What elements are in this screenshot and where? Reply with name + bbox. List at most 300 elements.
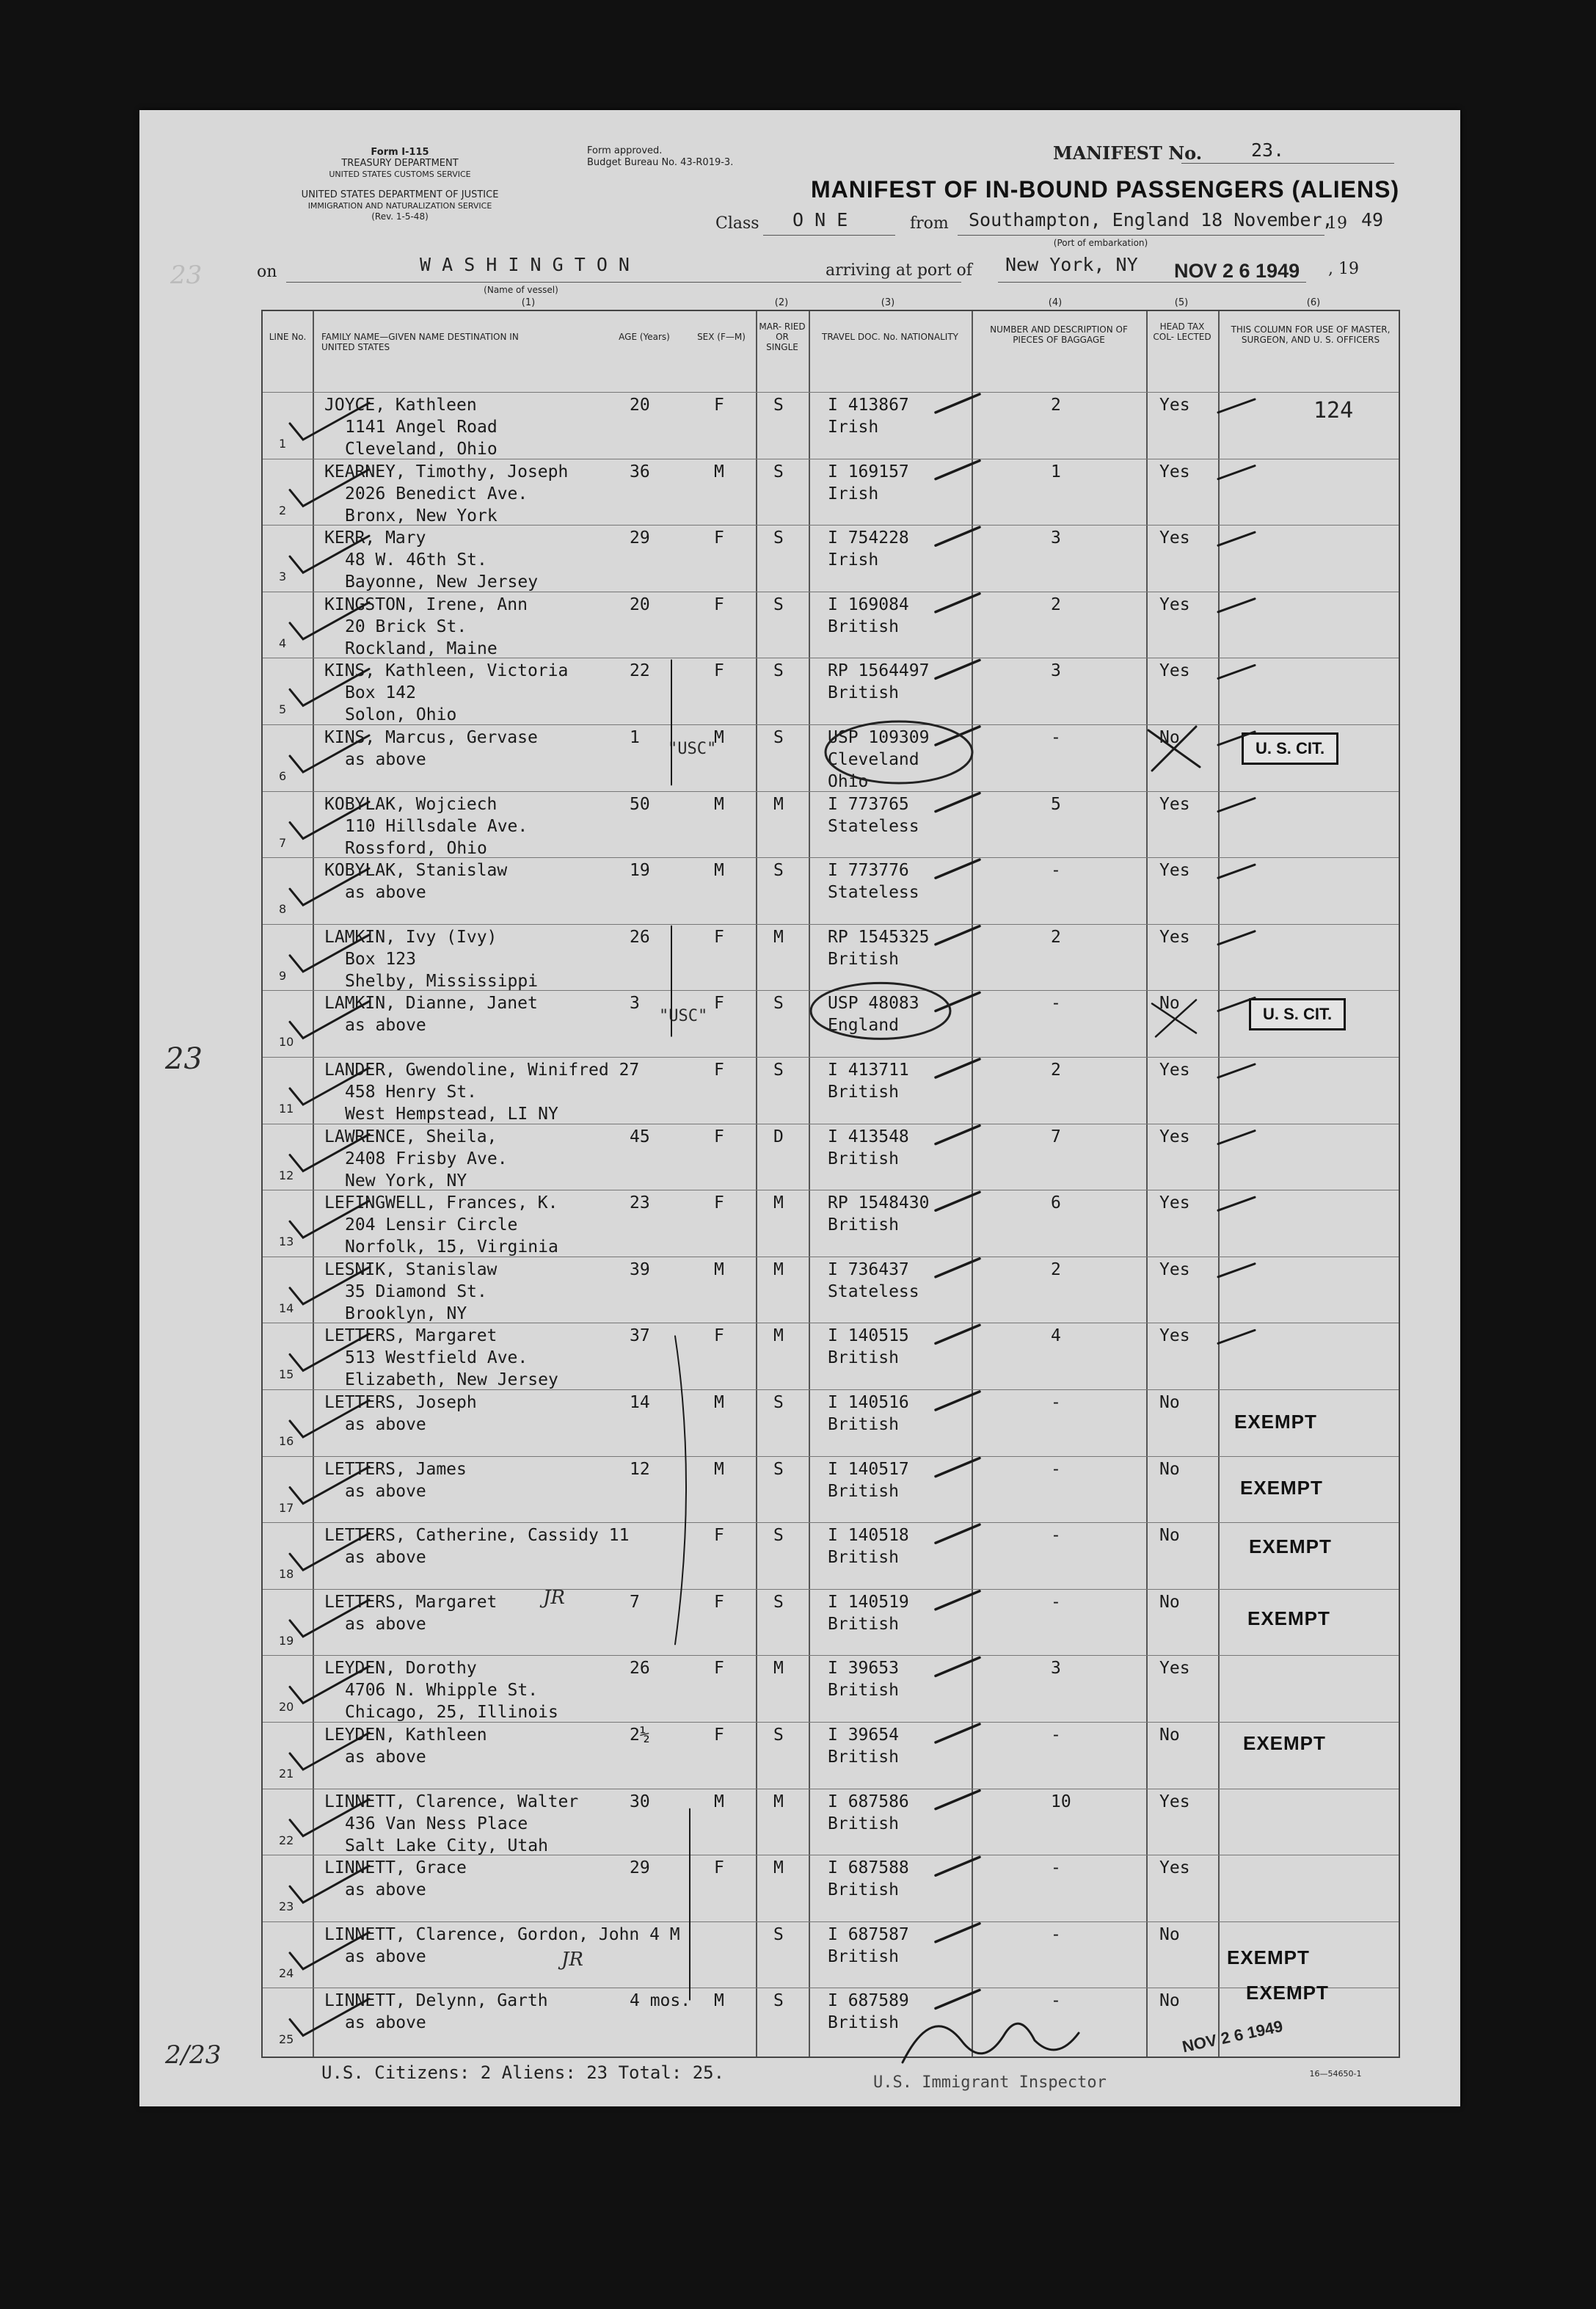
table-row (263, 1655, 1399, 1722)
table-row (263, 1124, 1399, 1190)
marital-status: S (773, 1459, 784, 1479)
age: 7 (630, 1592, 640, 1612)
travel-doc-number: I 140516 (828, 1393, 909, 1412)
exempt-stamp: EXEMPT (1243, 1732, 1326, 1754)
sex: F (714, 528, 724, 548)
sex: F (714, 661, 724, 681)
passenger-name: LEYDEN, Kathleen (324, 1726, 487, 1745)
marital-status: M (773, 1858, 784, 1878)
col-num-2: (2) (774, 297, 789, 308)
travel-doc-number: I 687588 (828, 1858, 909, 1878)
pencil-usc-note: "USC" (659, 1007, 708, 1025)
head-tax: No (1159, 1393, 1180, 1412)
travel-doc-number: I 773765 (828, 794, 909, 814)
sex: F (714, 1326, 724, 1346)
header-head-tax: HEAD TAX COL- LECTED (1153, 321, 1211, 342)
age: 37 (630, 1326, 650, 1346)
travel-doc-number: I 413711 (828, 1061, 909, 1080)
marital-status: M (773, 1193, 784, 1213)
travel-doc-number: I 169157 (828, 462, 909, 481)
age: 19 (630, 861, 650, 881)
margin-note: 23 (170, 261, 203, 290)
nationality: British (828, 1946, 899, 1966)
age: 50 (630, 794, 650, 814)
line-number: 15 (279, 1367, 294, 1382)
table-row (263, 924, 1399, 991)
budget-bureau: Budget Bureau No. 43-R019-3. (587, 157, 734, 168)
head-tax: Yes (1159, 1659, 1190, 1679)
baggage-count: 3 (1051, 1659, 1061, 1679)
marital-status: S (773, 661, 784, 681)
destination-line-2: New York, NY (345, 1171, 467, 1190)
destination-line-2: Brooklyn, NY (345, 1303, 467, 1323)
age: 36 (630, 462, 650, 481)
marital-status: S (773, 728, 784, 747)
destination-line-1: 2026 Benedict Ave. (345, 484, 528, 503)
baggage-count: - (1051, 1726, 1061, 1745)
travel-doc-number: I 687587 (828, 1924, 909, 1944)
line-number: 3 (279, 570, 287, 584)
age: 14 (630, 1393, 650, 1412)
travel-doc-number: RP 1548430 (828, 1193, 930, 1213)
head-tax: Yes (1159, 1326, 1190, 1346)
passenger-name: KEARNEY, Timothy, Joseph (324, 462, 569, 481)
travel-doc-number: I 687586 (828, 1792, 909, 1811)
age: 39 (630, 1259, 650, 1279)
vessel-name: W A S H I N G T O N (420, 254, 630, 275)
on-label: on (257, 263, 277, 281)
baggage-count: 2 (1051, 594, 1061, 614)
embarkation-port: Southampton, England 18 November, (969, 209, 1333, 230)
travel-doc-number: I 687589 (828, 1991, 909, 2011)
head-tax: No (1159, 1991, 1180, 2011)
sex: M (714, 1393, 724, 1412)
line-number: 6 (279, 769, 287, 783)
vessel-line (286, 282, 961, 283)
age: 23 (630, 1193, 650, 1213)
table-row (263, 459, 1399, 526)
header-baggage: NUMBER AND DESCRIPTION OF PIECES OF BAGGAGE (990, 324, 1128, 345)
header-line-no: LINE No. (269, 332, 307, 342)
destination-line-1: 48 W. 46th St. (345, 550, 487, 570)
age: 4 mos. (630, 1991, 691, 2011)
marital-status: S (773, 462, 784, 481)
pencil-jr-note: JR (561, 1949, 583, 1971)
travel-doc-number: I 754228 (828, 528, 909, 548)
nationality: Irish (828, 550, 879, 570)
passenger-name: LANDER, Gwendoline, Winifred 27 (324, 1061, 640, 1080)
marital-status: S (773, 861, 784, 881)
head-tax: Yes (1159, 1858, 1190, 1878)
destination-line-2: Rockland, Maine (345, 639, 498, 658)
exempt-stamp: EXEMPT (1249, 1535, 1332, 1557)
travel-doc-number: RP 1545325 (828, 927, 930, 947)
destination-line-1: Box 142 (345, 683, 416, 703)
inspector-label: U.S. Immigrant Inspector (873, 2073, 1107, 2092)
revision: (Rev. 1-5-48) (371, 211, 429, 222)
age: 12 (630, 1459, 650, 1479)
destination-line-1: 2408 Frisby Ave. (345, 1149, 508, 1168)
line-number: 4 (279, 636, 287, 650)
baggage-count: 1 (1051, 462, 1061, 481)
passenger-name: LETTERS, Margaret (324, 1326, 498, 1346)
marital-status: S (773, 594, 784, 614)
travel-doc-number: USP 48083 (828, 994, 919, 1014)
head-tax: Yes (1159, 794, 1190, 814)
sex: F (714, 927, 724, 947)
nationality: England (828, 1016, 899, 1036)
age: 2½ (630, 1726, 650, 1745)
sex: F (714, 1526, 724, 1546)
nationality: British (828, 617, 899, 636)
head-tax: No (1159, 1924, 1180, 1944)
head-tax: Yes (1159, 1193, 1190, 1213)
passenger-name: LINNETT, Clarence, Gordon, John 4 M (324, 1924, 680, 1944)
exempt-stamp: EXEMPT (1240, 1477, 1323, 1499)
nationality: Irish (828, 484, 879, 503)
sex: F (714, 1193, 724, 1213)
nationality: British (828, 1348, 899, 1368)
baggage-count: 10 (1051, 1792, 1071, 1811)
destination-line-1: 513 Westfield Ave. (345, 1348, 528, 1368)
destination-line-1: as above (345, 1016, 426, 1036)
manifest-label: MANIFEST No. (1053, 142, 1203, 164)
line-number: 22 (279, 1833, 294, 1847)
age: 29 (630, 528, 650, 548)
marital-status: M (773, 794, 784, 814)
age: 30 (630, 1792, 650, 1811)
exempt-stamp: EXEMPT (1227, 1946, 1310, 1968)
baggage-count: 2 (1051, 927, 1061, 947)
destination-line-1: as above (345, 1415, 426, 1434)
passenger-name: LEYDEN, Dorothy (324, 1659, 477, 1679)
baggage-count: 5 (1051, 794, 1061, 814)
destination-line-1: as above (345, 883, 426, 903)
nationality: British (828, 949, 899, 969)
marital-status: S (773, 1526, 784, 1546)
sex: F (714, 1061, 724, 1080)
nationality: British (828, 1481, 899, 1501)
destination-line-1: as above (345, 1880, 426, 1900)
passenger-name: LETTERS, Catherine, Cassidy 11 (324, 1526, 630, 1546)
table-row (263, 658, 1399, 724)
nationality: British (828, 1083, 899, 1102)
table-row (263, 1257, 1399, 1323)
line-number: 19 (279, 1633, 294, 1648)
sex: F (714, 1127, 724, 1146)
age: 20 (630, 396, 650, 415)
from-label: from (910, 214, 949, 233)
sex: M (714, 1259, 724, 1279)
header-travel-doc: TRAVEL DOC. No. NATIONALITY (822, 332, 958, 342)
nationality: British (828, 1548, 899, 1568)
destination-line-2: Solon, Ohio (345, 705, 457, 725)
destination-line-1: 35 Diamond St. (345, 1281, 487, 1301)
sex: F (714, 1659, 724, 1679)
destination-line-1: 1141 Angel Road (345, 418, 498, 437)
marital-status: S (773, 1061, 784, 1080)
arriving-label: arriving at port of (826, 261, 972, 280)
nationality: British (828, 1814, 899, 1833)
baggage-count: 2 (1051, 396, 1061, 415)
line-number: 13 (279, 1235, 294, 1249)
sex: F (714, 396, 724, 415)
head-tax: Yes (1159, 1061, 1190, 1080)
passenger-name: KINS, Marcus, Gervase (324, 728, 538, 747)
baggage-count: 7 (1051, 1127, 1061, 1146)
line-number: 5 (279, 702, 287, 717)
destination-line-2: Bayonne, New Jersey (345, 572, 539, 592)
marital-status: M (773, 1259, 784, 1279)
baggage-count: - (1051, 728, 1061, 747)
line-number: 2 (279, 503, 287, 517)
age: 3 (630, 994, 640, 1014)
nationality: British (828, 1215, 899, 1235)
manifest-sheet (139, 110, 1460, 2106)
sex: M (714, 1459, 724, 1479)
destination-line-2: Chicago, 25, Illinois (345, 1703, 558, 1723)
destination-line-1: as above (345, 1748, 426, 1767)
header-name: FAMILY NAME—GIVEN NAME DESTINATION IN UNITED STATES (321, 332, 519, 352)
baggage-count: - (1051, 861, 1061, 881)
baggage-count: - (1051, 1459, 1061, 1479)
form-number: Form I-115 (371, 147, 429, 158)
col-num-3: (3) (881, 297, 895, 308)
officer-count: 124 (1313, 398, 1354, 423)
nationality: Stateless (828, 1281, 919, 1301)
head-tax: Yes (1159, 1259, 1190, 1279)
manifest-no-line (1181, 163, 1394, 164)
nationality: Stateless (828, 883, 919, 903)
age: 29 (630, 1858, 650, 1878)
destination-line-1: 110 Hillsdale Ave. (345, 816, 528, 836)
table-row (263, 392, 1399, 459)
head-tax: Yes (1159, 594, 1190, 614)
nationality: British (828, 683, 899, 703)
destination-line-1: as above (345, 1614, 426, 1634)
sex: M (714, 728, 724, 747)
line-number: 9 (279, 968, 287, 983)
passenger-name: LETTERS, James (324, 1459, 467, 1479)
destination-line-2: Norfolk, 15, Virginia (345, 1237, 558, 1257)
travel-doc-number: I 140519 (828, 1592, 909, 1612)
marital-status: S (773, 1991, 784, 2011)
line-number: 16 (279, 1434, 294, 1448)
table-row (263, 1789, 1399, 1855)
line-number: 25 (279, 2032, 294, 2047)
passenger-table (261, 310, 1400, 2058)
sex: M (714, 861, 724, 881)
destination-line-2: Rossford, Ohio (345, 838, 487, 858)
line-number: 23 (279, 1899, 294, 1914)
line-number: 18 (279, 1567, 294, 1582)
destination-line-2: Bronx, New York (345, 506, 498, 526)
manifest-number: 23. (1251, 139, 1285, 161)
table-row (263, 857, 1399, 924)
sex: F (714, 1592, 724, 1612)
destination-line-2: Cleveland, Ohio (345, 440, 498, 459)
nationality: Irish (828, 418, 879, 437)
table-row (263, 1855, 1399, 1921)
arrival-port: New York, NY (1005, 254, 1138, 275)
travel-doc-number: RP 1564497 (828, 661, 930, 681)
marital-status: S (773, 1726, 784, 1745)
line-number: 21 (279, 1767, 294, 1781)
passenger-name: LINNETT, Delynn, Garth (324, 1991, 548, 2011)
nationality: British (828, 1415, 899, 1434)
inspection-date-stamp: NOV 2 6 1949 (1180, 2016, 1285, 2057)
print-code: 16—54650-1 (1309, 2069, 1362, 2079)
travel-doc-number: I 169084 (828, 594, 909, 614)
marital-status: S (773, 1924, 784, 1944)
customs-service: UNITED STATES CUSTOMS SERVICE (329, 170, 471, 179)
baggage-count: 4 (1051, 1326, 1061, 1346)
header-sex: SEX (F—M) (697, 332, 746, 342)
class-line (763, 235, 895, 236)
baggage-count: - (1051, 1858, 1061, 1878)
head-tax: Yes (1159, 1792, 1190, 1811)
col-num-5: (5) (1174, 297, 1189, 308)
year-prefix: 19 (1327, 214, 1347, 233)
us-citizen-stamp: U. S. CIT. (1249, 998, 1346, 1030)
nationality-line-2: Ohio (828, 772, 869, 791)
sex: F (714, 1726, 724, 1745)
totals-line: U.S. Citizens: 2 Aliens: 23 Total: 25. (321, 2062, 725, 2083)
baggage-count: - (1051, 1991, 1061, 2011)
passenger-name: LAWRENCE, Sheila, (324, 1127, 498, 1146)
destination-line-1: Box 123 (345, 949, 416, 969)
table-row (263, 1589, 1399, 1656)
destination-line-1: as above (345, 750, 426, 769)
destination-line-1: 20 Brick St. (345, 617, 467, 636)
destination-line-1: 204 Lensir Circle (345, 1215, 518, 1235)
class-value: O N E (792, 209, 848, 230)
table-row (263, 990, 1399, 1057)
travel-doc-number: I 140518 (828, 1526, 909, 1546)
age: 20 (630, 594, 650, 614)
pencil-jr-note: JR (543, 1587, 565, 1609)
pencil-usc-note: "USC" (668, 740, 717, 758)
travel-doc-number: I 736437 (828, 1259, 909, 1279)
head-tax: Yes (1159, 1127, 1190, 1146)
table-row (263, 791, 1399, 858)
marital-status: S (773, 1592, 784, 1612)
nationality: British (828, 1880, 899, 1900)
passenger-name: LETTERS, Margaret (324, 1592, 498, 1612)
marital-status: M (773, 1326, 784, 1346)
line-number: 14 (279, 1301, 294, 1315)
baggage-count: 2 (1051, 1061, 1061, 1080)
nationality: British (828, 2013, 899, 2033)
passenger-name: LAMKIN, Ivy (Ivy) (324, 927, 498, 947)
marital-status: M (773, 1792, 784, 1811)
destination-line-1: as above (345, 1548, 426, 1568)
baggage-count: - (1051, 994, 1061, 1014)
passenger-name: LINNETT, Grace (324, 1858, 467, 1878)
passenger-name: KOBYLAK, Wojciech (324, 794, 498, 814)
nationality: British (828, 1748, 899, 1767)
passenger-name: LINNETT, Clarence, Walter (324, 1792, 579, 1811)
page-title: MANIFEST OF IN-BOUND PASSENGERS (ALIENS) (811, 176, 1400, 203)
nationality: Stateless (828, 816, 919, 836)
destination-line-1: 436 Van Ness Place (345, 1814, 528, 1833)
travel-doc-number: I 413548 (828, 1127, 909, 1146)
age: 1 (630, 728, 640, 747)
margin-note: 2/23 (165, 2040, 222, 2070)
baggage-count: - (1051, 1924, 1061, 1944)
exempt-stamp: EXEMPT (1234, 1411, 1317, 1433)
year-value: 49 (1361, 209, 1384, 230)
destination-line-1: as above (345, 1946, 426, 1966)
head-tax: No (1159, 728, 1180, 747)
table-row (263, 1456, 1399, 1523)
table-row (263, 1522, 1399, 1589)
passenger-name: KINS, Kathleen, Victoria (324, 661, 569, 681)
header-officers-use: THIS COLUMN FOR USE OF MASTER, SURGEON, AND U. S. OFFICERS (1231, 324, 1391, 345)
table-row (263, 525, 1399, 592)
us-citizen-stamp: U. S. CIT. (1242, 732, 1338, 765)
arrival-year: , 19 (1328, 260, 1359, 278)
marital-status: S (773, 528, 784, 548)
passenger-name: LETTERS, Joseph (324, 1393, 477, 1412)
sex: M (714, 462, 724, 481)
marital-status: D (773, 1127, 784, 1146)
age: 26 (630, 1659, 650, 1679)
line-number: 8 (279, 902, 287, 917)
head-tax: Yes (1159, 396, 1190, 415)
head-tax: Yes (1159, 927, 1190, 947)
table-row (263, 1190, 1399, 1257)
destination-line-1: as above (345, 1481, 426, 1501)
head-tax: No (1159, 1526, 1180, 1546)
table-row (263, 1389, 1399, 1456)
head-tax: No (1159, 1592, 1180, 1612)
baggage-count: 3 (1051, 661, 1061, 681)
passenger-name: KERR, Mary (324, 528, 426, 548)
passenger-name: LAMKIN, Dianne, Janet (324, 994, 538, 1014)
line-number: 20 (279, 1700, 294, 1715)
exempt-stamp: EXEMPT (1247, 1607, 1330, 1629)
justice-dept: UNITED STATES DEPARTMENT OF JUSTICE (301, 189, 499, 200)
sex: M (714, 794, 724, 814)
ins-service: IMMIGRATION AND NATURALIZATION SERVICE (307, 201, 492, 211)
nationality: Cleveland (828, 750, 919, 769)
marital-status: S (773, 396, 784, 415)
exempt-stamp: EXEMPT (1246, 1982, 1329, 2004)
nationality: British (828, 1149, 899, 1168)
destination-line-1: 4706 N. Whipple St. (345, 1681, 539, 1701)
marital-status: M (773, 1659, 784, 1679)
destination-line-2: West Hempstead, LI NY (345, 1105, 558, 1124)
embarkation-note: (Port of embarkation) (1053, 238, 1148, 248)
head-tax: No (1159, 1459, 1180, 1479)
travel-doc-number: I 140515 (828, 1326, 909, 1346)
travel-doc-number: I 140517 (828, 1459, 909, 1479)
passenger-name: LEFINGWELL, Frances, K. (324, 1193, 558, 1213)
baggage-count: 3 (1051, 528, 1061, 548)
table-row (263, 724, 1399, 791)
line-number: 11 (279, 1102, 294, 1116)
baggage-count: 6 (1051, 1193, 1061, 1213)
table-row (263, 1722, 1399, 1789)
age: 26 (630, 927, 650, 947)
from-line (958, 235, 1324, 236)
travel-doc-number: I 413867 (828, 396, 909, 415)
age: 22 (630, 661, 650, 681)
treasury-dept: TREASURY DEPARTMENT (341, 158, 459, 169)
line-number: 17 (279, 1500, 294, 1515)
head-tax: No (1159, 994, 1180, 1014)
